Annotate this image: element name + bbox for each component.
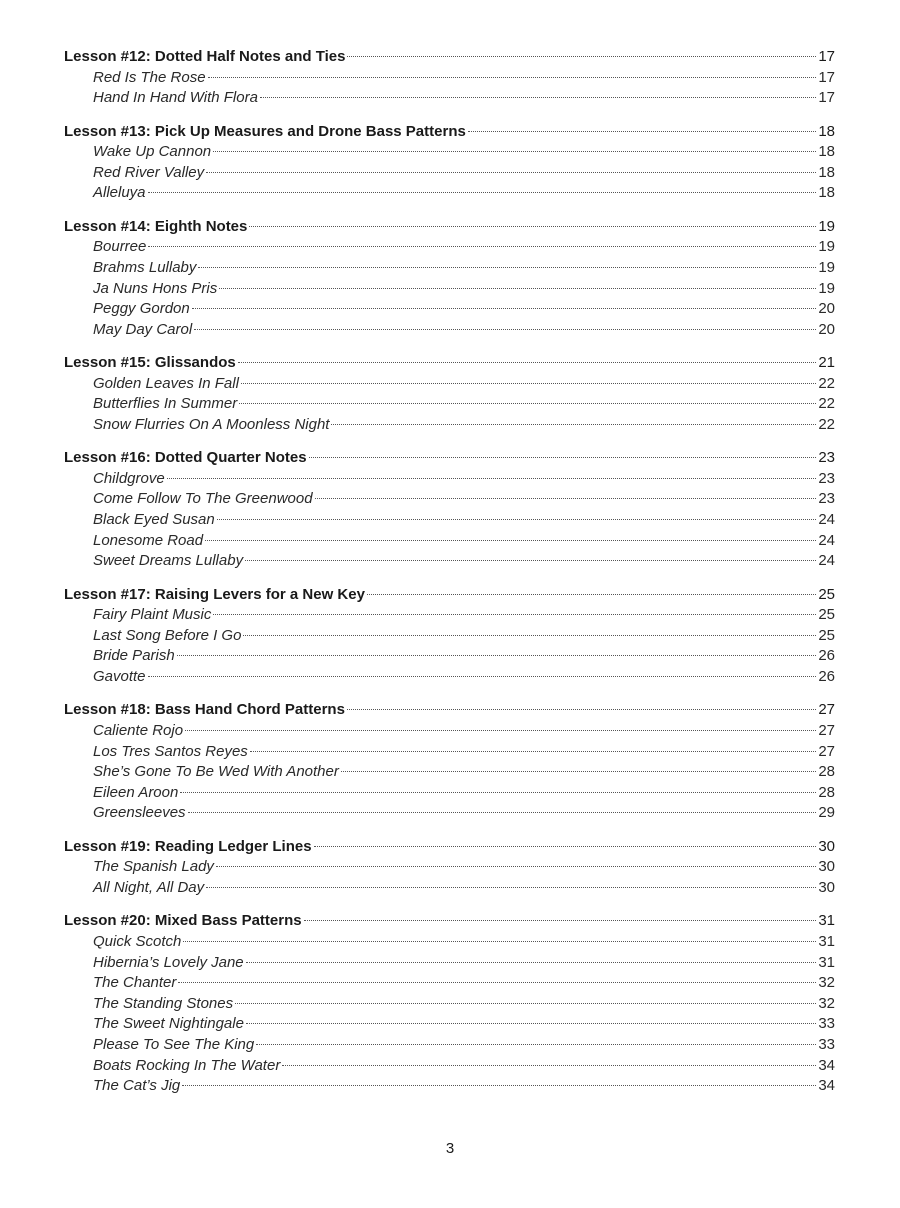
dot-leader xyxy=(235,1003,816,1004)
dot-leader xyxy=(213,614,816,615)
lesson-title: Lesson #12: Dotted Half Notes and Ties xyxy=(64,48,346,65)
lesson-title: Lesson #15: Glissandos xyxy=(64,354,236,372)
lesson-title: Lesson #19: Reading Ledger Lines xyxy=(64,837,312,855)
song-entry[interactable] xyxy=(64,183,835,204)
song-entry[interactable] xyxy=(64,878,835,899)
page-ref: 18 xyxy=(818,122,835,140)
page-ref: 25 xyxy=(818,606,835,624)
song-title: Eileen Aroon xyxy=(93,783,179,801)
page-ref: 33 xyxy=(818,1035,835,1053)
song-entry[interactable] xyxy=(64,1056,835,1077)
dot-leader xyxy=(245,560,816,561)
lesson-heading[interactable] xyxy=(64,448,835,469)
page-ref: 19 xyxy=(818,258,835,276)
song-title: The Standing Stones xyxy=(93,994,234,1012)
page-ref: 18 xyxy=(818,163,835,181)
dot-leader xyxy=(217,519,817,520)
song-title: Alleluya xyxy=(93,184,146,202)
song-entry[interactable] xyxy=(64,932,835,953)
lesson-title: Lesson #18: Bass Hand Chord Patterns xyxy=(64,701,345,719)
page-ref: 22 xyxy=(818,415,835,433)
song-title: Caliente Rojo xyxy=(93,722,184,739)
song-title: Lonesome Road xyxy=(93,531,204,549)
dot-leader xyxy=(246,1023,816,1024)
dot-leader xyxy=(206,887,816,888)
lesson-block xyxy=(64,585,835,688)
dot-leader xyxy=(219,288,816,289)
song-entry[interactable] xyxy=(64,1035,835,1056)
song-title: Bride Parish xyxy=(93,647,175,665)
song-title: The Cat’s Jig xyxy=(93,1077,181,1095)
dot-leader xyxy=(347,56,816,57)
song-entry[interactable] xyxy=(64,783,835,804)
page-ref: 31 xyxy=(818,953,835,971)
lesson-heading[interactable] xyxy=(64,47,835,68)
dot-leader xyxy=(241,383,816,384)
lesson-block xyxy=(64,837,835,899)
song-title: Bourree xyxy=(93,238,147,256)
song-entry[interactable] xyxy=(64,953,835,974)
song-title: Please To See The King xyxy=(93,1035,255,1053)
song-entry[interactable] xyxy=(64,469,835,490)
song-title: Ja Nuns Hons Pris xyxy=(93,279,218,297)
page-number: 3 xyxy=(445,1140,455,1157)
song-entry[interactable] xyxy=(64,531,835,552)
song-entry[interactable] xyxy=(64,994,835,1015)
song-entry[interactable] xyxy=(64,646,835,667)
page-ref: 19 xyxy=(818,217,835,235)
dot-leader xyxy=(256,1044,816,1045)
song-title: Golden Leaves In Fall xyxy=(93,374,239,392)
page-ref: 22 xyxy=(818,374,835,392)
page-ref: 26 xyxy=(818,647,835,665)
lesson-heading[interactable] xyxy=(64,911,835,932)
song-title: The Sweet Nightingale xyxy=(93,1015,244,1033)
dot-leader xyxy=(205,540,816,541)
song-title: May Day Carol xyxy=(93,320,193,338)
song-entry[interactable] xyxy=(64,320,835,341)
song-title: Sweet Dreams Lullaby xyxy=(93,552,244,570)
song-entry[interactable] xyxy=(64,415,835,436)
song-title: Red River Valley xyxy=(93,163,205,181)
dot-leader xyxy=(182,1085,816,1086)
page-ref: 19 xyxy=(818,279,835,297)
song-title: Come Follow To The Greenwood xyxy=(93,490,313,508)
page-ref: 25 xyxy=(818,585,835,603)
page-ref: 27 xyxy=(818,722,835,739)
dot-leader xyxy=(250,751,817,752)
lesson-heading[interactable] xyxy=(64,837,835,858)
dot-leader xyxy=(239,403,816,404)
song-entry[interactable] xyxy=(64,742,835,763)
song-title: Childgrove xyxy=(93,469,165,487)
lesson-block xyxy=(64,122,835,204)
page-ref: 25 xyxy=(818,626,835,644)
page-ref: 31 xyxy=(818,932,835,950)
song-entry[interactable] xyxy=(64,762,835,783)
page-ref: 30 xyxy=(818,878,835,896)
page-ref: 31 xyxy=(818,912,835,930)
page-ref: 23 xyxy=(818,490,835,508)
dot-leader xyxy=(183,941,816,942)
dot-leader xyxy=(177,655,817,656)
lesson-heading[interactable] xyxy=(64,700,835,721)
dot-leader xyxy=(192,308,817,309)
lesson-block xyxy=(64,448,835,572)
song-title: Red Is The Rose xyxy=(93,68,206,86)
song-entry[interactable] xyxy=(64,721,835,742)
song-entry[interactable] xyxy=(64,394,835,415)
dot-leader xyxy=(341,771,816,772)
page-ref: 32 xyxy=(818,994,835,1012)
song-title: Fairy Plaint Music xyxy=(93,606,212,624)
lesson-block xyxy=(64,217,835,341)
page-ref: 24 xyxy=(818,531,835,549)
page-ref: 28 xyxy=(818,783,835,801)
page-ref: 30 xyxy=(818,858,835,876)
page-ref: 18 xyxy=(818,184,835,202)
dot-leader xyxy=(148,676,817,677)
song-title: The Spanish Lady xyxy=(93,858,214,876)
table-of-contents xyxy=(64,47,835,1109)
song-entry[interactable] xyxy=(64,1076,835,1097)
page-ref: 22 xyxy=(818,395,835,413)
lesson-title: Lesson #16: Dotted Quarter Notes xyxy=(64,449,307,467)
dot-leader xyxy=(246,962,817,963)
page-ref: 24 xyxy=(818,552,835,570)
song-title: Hand In Hand With Flora xyxy=(93,89,258,107)
dot-leader xyxy=(304,920,817,921)
song-title: Black Eyed Susan xyxy=(93,511,215,529)
song-entry[interactable] xyxy=(64,667,835,688)
dot-leader xyxy=(148,246,816,247)
dot-leader xyxy=(180,792,816,793)
dot-leader xyxy=(468,131,816,132)
song-entry[interactable] xyxy=(64,374,835,395)
song-entry[interactable] xyxy=(64,973,835,994)
song-entry[interactable] xyxy=(64,605,835,626)
dot-leader xyxy=(185,730,816,731)
page-ref: 17 xyxy=(818,68,835,86)
dot-leader xyxy=(188,812,817,813)
lesson-title: Lesson #20: Mixed Bass Patterns xyxy=(64,912,302,930)
dot-leader xyxy=(238,362,817,363)
lesson-block xyxy=(64,353,835,435)
dot-leader xyxy=(315,498,817,499)
song-title: Last Song Before I Go xyxy=(93,626,242,644)
song-title: Boats Rocking In The Water xyxy=(93,1056,281,1074)
lesson-heading[interactable] xyxy=(64,585,835,606)
lesson-title: Lesson #14: Eighth Notes xyxy=(64,217,248,235)
page-ref: 32 xyxy=(818,974,835,992)
lesson-block xyxy=(64,700,835,824)
dot-leader xyxy=(208,77,817,78)
page-ref: 19 xyxy=(818,238,835,256)
page-ref: 17 xyxy=(818,89,835,107)
song-title: All Night, All Day xyxy=(93,878,205,896)
song-title: Brahms Lullaby xyxy=(93,258,197,276)
lesson-block xyxy=(64,911,835,1096)
page-ref: 21 xyxy=(818,354,835,372)
page-ref: 34 xyxy=(818,1077,835,1095)
song-title: Greensleeves xyxy=(93,804,186,822)
dot-leader xyxy=(260,97,816,98)
dot-leader xyxy=(213,151,816,152)
song-entry[interactable] xyxy=(64,551,835,572)
page-ref: 23 xyxy=(818,469,835,487)
dot-leader xyxy=(309,457,817,458)
page-ref: 20 xyxy=(818,300,835,318)
dot-leader xyxy=(167,478,817,479)
page-ref: 26 xyxy=(818,668,835,686)
song-entry[interactable] xyxy=(64,88,835,109)
page-ref: 27 xyxy=(818,742,835,760)
page-ref: 23 xyxy=(818,449,835,467)
song-entry[interactable] xyxy=(64,279,835,300)
lesson-title: Lesson #17: Raising Levers for a New Key xyxy=(64,585,365,603)
lesson-heading[interactable] xyxy=(64,122,835,143)
dot-leader xyxy=(206,172,816,173)
song-entry[interactable] xyxy=(64,237,835,258)
song-title: Snow Flurries On A Moonless Night xyxy=(93,415,330,433)
song-entry[interactable] xyxy=(64,626,835,647)
song-entry[interactable] xyxy=(64,857,835,878)
page-ref: 17 xyxy=(818,48,835,65)
song-title: Gavotte xyxy=(93,668,146,686)
song-title: The Chanter xyxy=(93,974,177,992)
dot-leader xyxy=(282,1065,816,1066)
song-entry[interactable] xyxy=(64,258,835,279)
page-ref: 30 xyxy=(818,837,835,855)
song-entry[interactable] xyxy=(64,68,835,89)
song-title: Peggy Gordon xyxy=(93,300,190,318)
page-ref: 34 xyxy=(818,1056,835,1074)
song-entry[interactable] xyxy=(64,510,835,531)
song-entry[interactable] xyxy=(64,803,835,824)
page-ref: 18 xyxy=(818,143,835,161)
song-title: She’s Gone To Be Wed With Another xyxy=(93,763,339,781)
dot-leader xyxy=(331,424,816,425)
song-entry[interactable] xyxy=(64,299,835,320)
dot-leader xyxy=(367,594,816,595)
lesson-heading[interactable] xyxy=(64,217,835,238)
dot-leader xyxy=(249,226,816,227)
dot-leader xyxy=(198,267,816,268)
page-ref: 33 xyxy=(818,1015,835,1033)
dot-leader xyxy=(243,635,816,636)
song-title: Hibernia’s Lovely Jane xyxy=(93,953,244,971)
page-ref: 24 xyxy=(818,511,835,529)
lesson-block xyxy=(64,47,835,109)
dot-leader xyxy=(347,709,816,710)
page-ref: 27 xyxy=(818,701,835,719)
dot-leader xyxy=(178,982,816,983)
dot-leader xyxy=(148,192,817,193)
lesson-title: Lesson #13: Pick Up Measures and Drone Bass Patterns xyxy=(64,122,466,140)
lesson-heading[interactable] xyxy=(64,353,835,374)
song-entry[interactable] xyxy=(64,142,835,163)
song-entry[interactable] xyxy=(64,489,835,510)
song-title: Quick Scotch xyxy=(93,932,182,950)
page-ref: 29 xyxy=(818,804,835,822)
song-title: Los Tres Santos Reyes xyxy=(93,742,248,760)
song-entry[interactable] xyxy=(64,163,835,184)
page-ref: 28 xyxy=(818,763,835,781)
dot-leader xyxy=(314,846,817,847)
song-entry[interactable] xyxy=(64,1014,835,1035)
dot-leader xyxy=(216,866,816,867)
page-ref: 20 xyxy=(818,320,835,338)
song-title: Butterflies In Summer xyxy=(93,395,238,413)
song-title: Wake Up Cannon xyxy=(93,143,212,161)
dot-leader xyxy=(194,329,816,330)
